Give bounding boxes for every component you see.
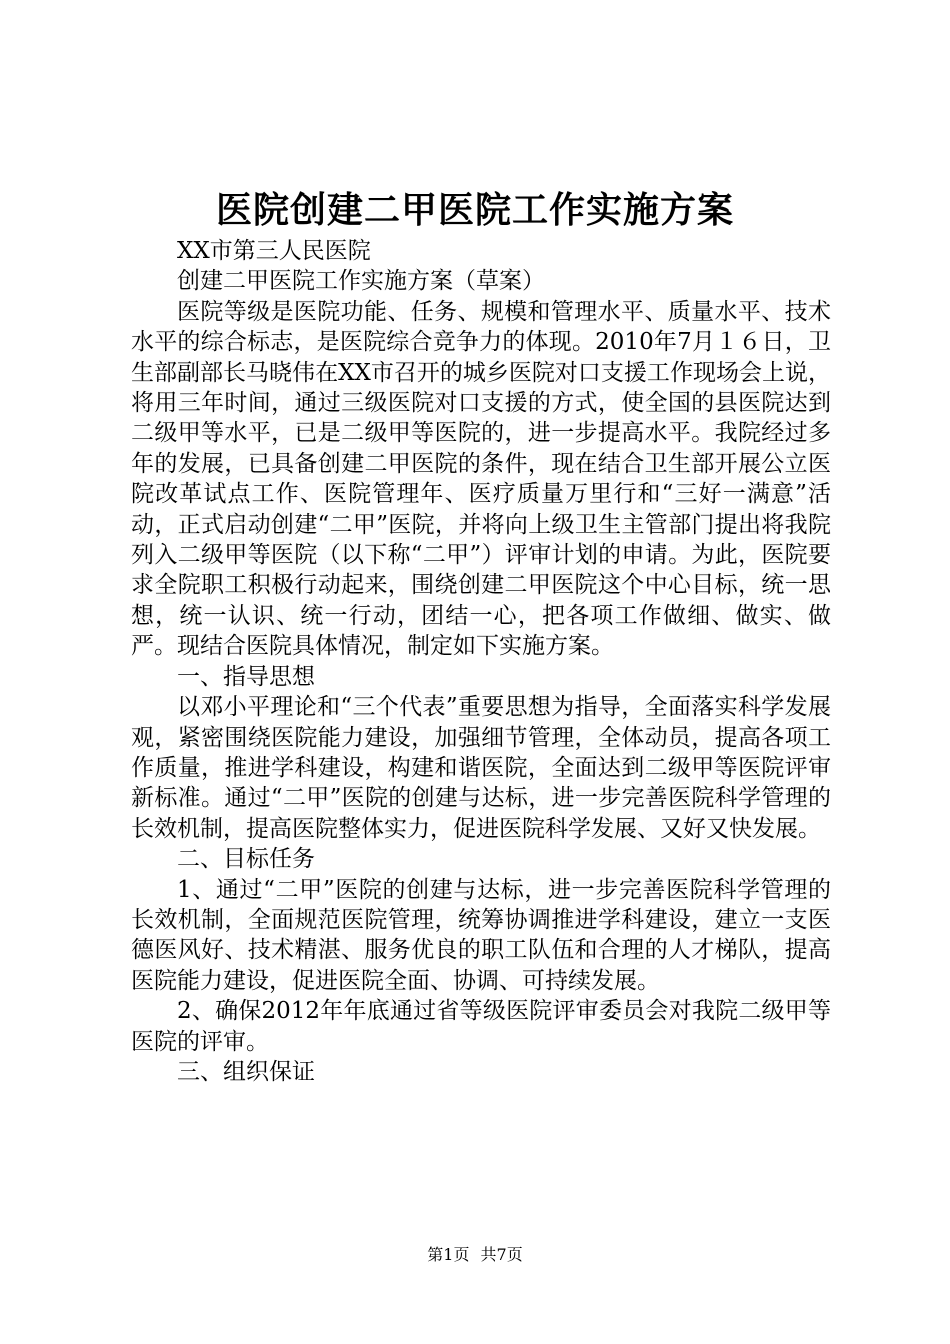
- section-heading-guiding-thought: 一、指导思想: [177, 663, 315, 690]
- section-heading-organization: 三、组织保证: [177, 1058, 315, 1085]
- intro-paragraph: 医院等级是医院功能、任务、规模和管理水平、质量水平、技术水平的综合标志，是医院综合竞争力的体现。2010年7月１６日，卫生部副部长马晓伟在XX市召开的城乡医院对口支援工作现场会上说，将用三年时间，通过三级医院对口支援的方式，使全国的县医院达到二级甲等水平，已是二级甲等医院的，进一步提高水平。我院经过多年的发展，已具备创建二甲医院的条件，现在结合卫生部开展公立医院改革试点工作、医院管理年、医疗质量万里行和“三好一满意”活动，正式启动创建“二甲”医院，并将向上级卫生主管部门提出将我院列入二级甲等医院（以下称“二甲”）评审计划的申请。为此，医院要求全院职工积极行动起来，围绕创建二甲医院这个中心目标，统一思想，统一认识、统一行动，团结一心，把各项工作做细、做实、做严。现结合医院具体情况，制定如下实施方案。: [131, 298, 831, 660]
- document-title: 医院创建二甲医院工作实施方案: [215, 189, 734, 231]
- page-footer: [0, 1244, 950, 1266]
- document-body: [131, 236, 831, 1087]
- section-heading-goals: 二、目标任务: [177, 846, 315, 873]
- goal-item-2: 2、确保2012年年底通过省等级医院评审委员会对我院二级甲等医院的评审。: [131, 998, 831, 1055]
- guiding-thought-paragraph: 以邓小平理论和“三个代表”重要思想为指导，全面落实科学发展观，紧密围绕医院能力建设，加强细节管理，全体动员，提高各项工作质量，推进学科建设，构建和谐医院，全面达到二级甲等医院评审新标准。通过“二甲”医院的创建与达标，进一步完善医院科学管理的长效机制，提高医院整体实力，促进医院科学发展、又好又快发展。: [131, 694, 831, 842]
- page-total: 共7页: [480, 1245, 523, 1264]
- goal-item-1: 1、通过“二甲”医院的创建与达标，进一步完善医院科学管理的长效机制，全面规范医院管理，统筹协调推进学科建设，建立一支医德医风好、技术精湛、服务优良的职工队伍和合理的人才梯队，提高医院能力建设，促进医院全面、协调、可持续发展。: [131, 876, 831, 994]
- hospital-name: XX市第三人民医院: [177, 238, 371, 264]
- plan-subtitle: 创建二甲医院工作实施方案（草案）: [177, 268, 545, 295]
- page-number: 第1页: [427, 1245, 470, 1264]
